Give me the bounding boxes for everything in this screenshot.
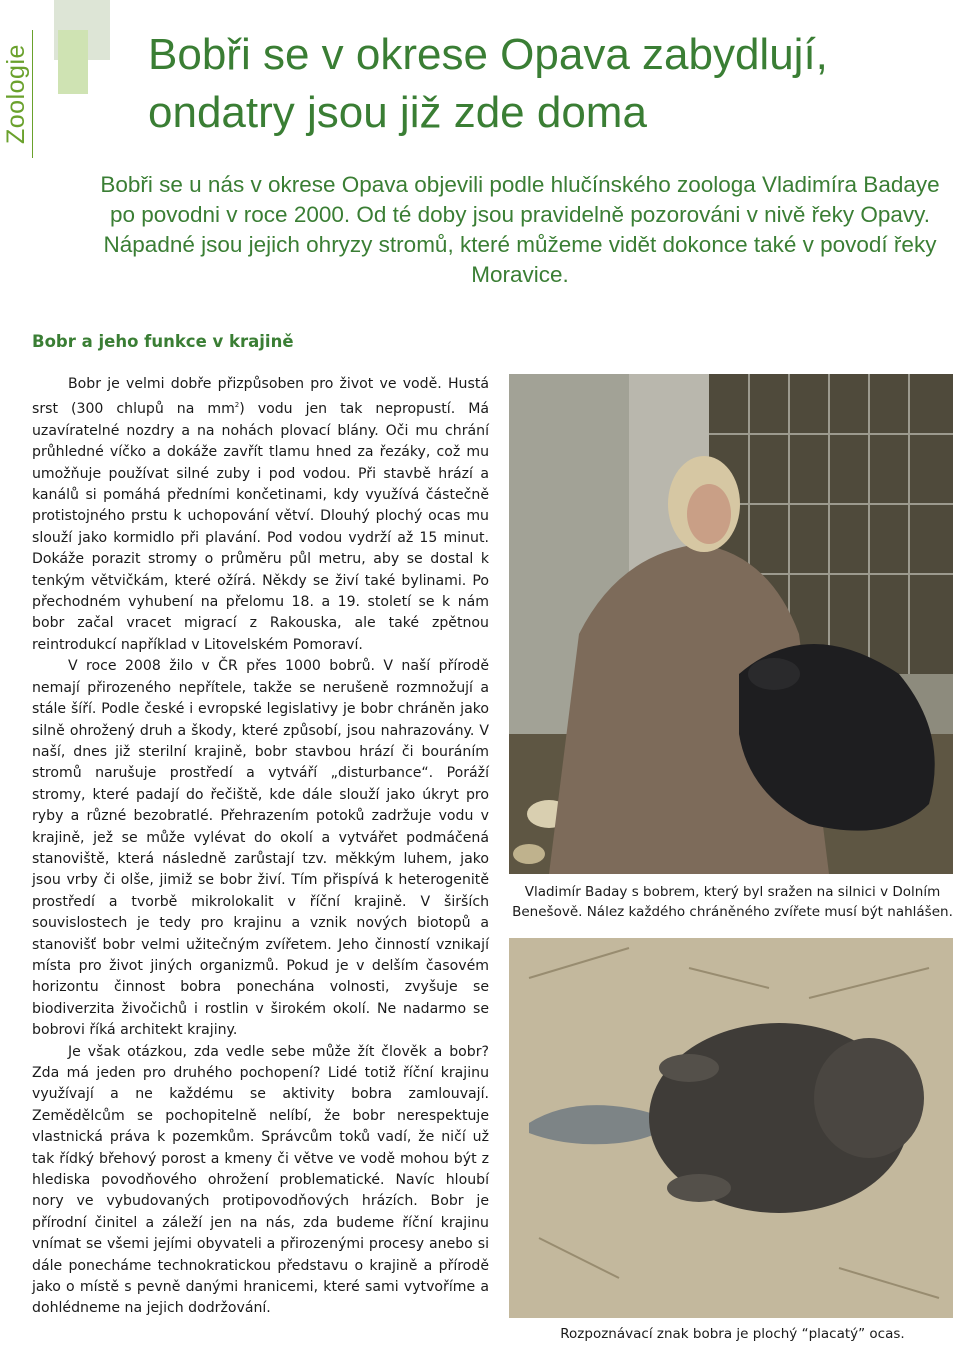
photo-caption: Vladimír Baday s bobrem, který byl sražen na silnici v Dolním Benešově. Nález každého chráněného zvířete musí být nahlášen. — [512, 884, 953, 920]
photo-caption: Rozpoznávací znak bobra je plochý “placatý” ocas. — [560, 1326, 905, 1342]
paragraph-3: Je však otázkou, zda vedle sebe může žít člověk a bobr? Zda má jeden pro druhého pochopení? Lidé totiž říční krajinu využívají a ne každému se aktivity bobra zamlouvají. Zemědělcům se pochopitelně nelíbí, že bobr nerespektuje vlastnická práva k pozemkům. Správcům toků vadí, že ničí už tak řídký břehový porost a kmeny či větve ve vodě mohou být z hlediska povodňového ohrožení problematické. Navíc hloubí nory ve vybudovaných protipovodňových hrázích. Bobr je přírodní činitel a záleží jen na nás, zda budeme říční krajinu vnímat se všemi jejími obyvateli a přirozenými procesy anebo si dále ponecháme technokratickou představu o krajině a přírodě jako o místě s pevně danými hranicemi, které sami vytvoříme a dohlédneme na jejich dodržování. — [32, 1043, 489, 1317]
paragraph-1 — [32, 374, 489, 656]
paragraph-1-part-a: Bobr je velmi dobře přizpůsoben pro život ve vodě. Hustá srst (300 chlupů na mm — [32, 376, 489, 418]
photo-man-holding-beaver — [509, 374, 953, 874]
superscript: 2 — [234, 401, 240, 410]
photo-beaver-tail — [509, 938, 953, 1318]
section-heading: Bobr a jeho funkce v krajině — [32, 332, 294, 351]
paragraph-1-part-b: ) vodu jen tak nepropustí. Má uzavíratelné nozdry a na nohách plovací blány. Oči mu chrání průhledné víčko a dokáže zavřít tlamu hned za řezáky, což mu umožňuje používat silné zuby i pod vodou. Při stavbě hrází a kanálů si pomáhá předními končetinami, kdy využívá částečně protistojného prstu k uchopování větví. Dlouhý plochý ocas mu slouží jako kormidlo při plavání. Pod vodou vydrží až 15 minut. Dokáže porazit stromy o průměru půl metru, aby se dostal k tenkým větvičkám, které ožírá. Někdy se živí také bylinami. Po přechodném vyhubení na přelomu 18. a 19. století se k nám bobr začal vracet migrací z Rakouska, ale také zpětnou reintrodukcí například v Litovelském Pomoraví. — [32, 401, 489, 653]
article-lead: Bobři se u nás v okrese Opava objevili podle hlučínského zoologa Vladimíra Badaye po povodni v roce 2000. Od té doby jsou pravidelně pozorováni v nivě řeky Opavy. Nápadné jsou jejich ohryzy stromů, které můžeme vidět dokonce také v povodí řeky Moravice. — [100, 172, 940, 287]
paragraph-2: V roce 2008 žilo v ČR přes 1000 bobrů. V naší přírodě nemají přirozeného nepřítele, takže se nerušeně rozmnožují a stále šíří. Podle české i evropské legislativy je bobr chráněn jako silně ohrožený druh a škody, které způsobí, jsou nahrazovány. V naší, dnes již sterilní krajině, bobr stavbou hrází či bouráním stromů narušuje prostředí a vytváří „disturbance“. Poráží stromy, které padají do řečiště, kde dále slouží jako úkryt pro ryby a různé bezobratlé. Přehrazením potoků zadržuje vodu v krajině, jež se může vylévat do okolí a vytvářet podmáčená stanoviště, která následně zarůstají tzv. měkkým luhem, jako jsou vrby či olše, jimiž se bobr živí. Tím přispívá k heterogenitě prostředí a tvorbě mikrolokalit v říční krajině. V širších souvislostech je tedy pro krajinu a vznik nových biotopů a stanovišť bobr velmi užitečným zvířetem. Jeho činností vznikají místa pro život jiných organizmů. Pokud je v delším časovém horizontu činnost bobra ponechána volnosti, zvyšuje se biodiverzita živočichů i rostlin v širokém okolí. Ne nadarmo se bobrovi říká architekt krajiny. — [32, 658, 489, 1039]
section-label: Zoologie — [2, 30, 33, 158]
article-title: Bobři se v okrese Opava zabydlují, ondatry jsou již zde doma — [148, 30, 828, 137]
decorative-square-accent — [58, 30, 88, 94]
article-body — [32, 374, 489, 1320]
